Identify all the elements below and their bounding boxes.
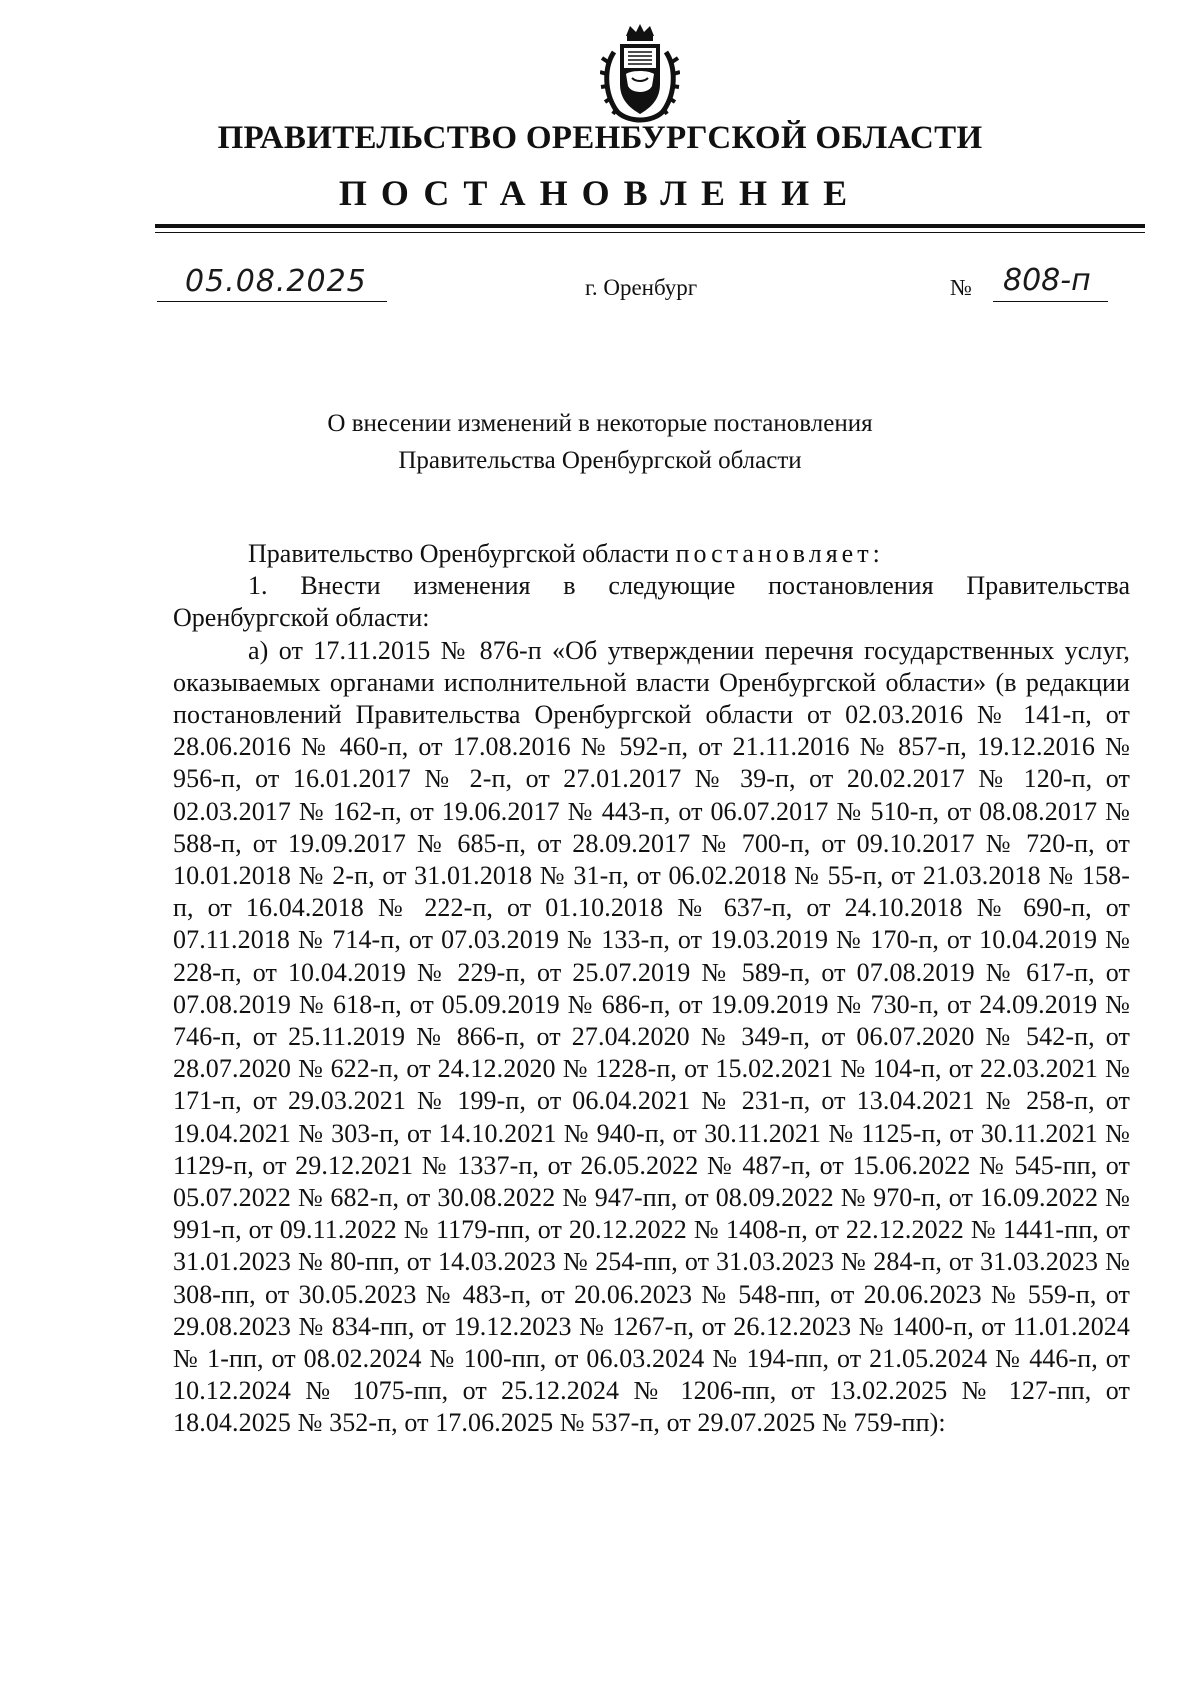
intro-text: Правительство Оренбургской области — [248, 539, 676, 568]
document-subject — [250, 405, 950, 479]
intro-resolves-word: постановляет: — [675, 539, 884, 568]
document-type: ПОСТАНОВЛЕНИЕ — [338, 173, 862, 213]
item-a-paragraph: а) от 17.11.2015 № 876-п «Об утверждении перечня государственных услуг, оказываемых органами исполнительной власти Оренбургской области» (в редакции постановлений Правительства Оренбургской области от 02.03.2016 № 141-п, от 28.06.2016 № 460-п, от 17.08.2016 № 592-п, от 21.11.2016 № 857-п, 19.12.2016 № 956-п, от 16.01.2017 № 2-п, от 27.01.2017 № 39-п, от 20.02.2017 № 120-п, от 02.03.2017 № 162-п, от 19.06.2017 № 443-п, от 06.07.2017 № 510-п, от 08.08.2017 № 588-п, от 19.09.2017 № 685-п, от 28.09.2017 № 700-п, от 09.10.2017 № 720-п, от 10.01.2018 № 2-п, от 31.01.2018 № 31-п, от 06.02.2018 № 55-п, от 21.03.2018 № 158-п, от 16.04.2018 № 222-п, от 01.10.2018 № 637-п, от 24.10.2018 № 690-п, от 07.11.2018 № 714-п, от 07.03.2019 № 133-п, от 19.03.2019 № 170-п, от 10.04.2019 № 228-п, от 10.04.2019 № 229-п, от 25.07.2019 № 589-п, от 07.08.2019 № 617-п, от 07.08.2019 № 618-п, от 05.09.2019 № 686-п, от 19.09.2019 № 730-п, от 24.09.2019 № 746-п, от 25.11.2019 № 866-п, от 27.04.2020 № 349-п, от 06.07.2020 № 542-п, от 28.07.2020 № 622-п, от 24.12.2020 № 1228-п, от 15.02.2021 № 104-п, от 22.03.2021 № 171-п, от 29.03.2021 № 199-п, от 06.04.2021 № 231-п, от 13.04.2021 № 258-п, от 19.04.2021 № 303-п, от 14.10.2021 № 940-п, от 30.11.2021 № 1125-п, от 30.11.2021 № 1129-п, от 29.12.2021 № 1337-п, от 26.05.2022 № 487-п, от 15.06.2022 № 545-пп, от 05.07.2022 № 682-п, от 30.08.2022 № 947-пп, от 08.09.2022 № 970-п, от 16.09.2022 № 991-п, от 09.11.2022 № 1179-пп, от 20.12.2022 № 1408-п, от 22.12.2022 № 1441-пп, от 31.01.2023 № 80-пп, от 14.03.2023 № 254-пп, от 31.03.2023 № 284-п, от 31.03.2023 № 308-пп, от 30.05.2023 № 483-п, от 20.06.2023 № 548-пп, от 20.06.2023 № 559-п, от 29.08.2023 № 834-пп, от 19.12.2023 № 1267-п, от 26.12.2023 № 1400-п, от 11.01.2024 № 1-пп, от 08.02.2024 № 100-пп, от 06.03.2024 № 194-пп, от 21.05.2024 № 446-п, от 10.12.2024 № 1075-пп, от 25.12.2024 № 1206-пп, от 13.02.2025 № 127-пп, от 18.04.2025 № 352-п, от 17.06.2025 № 537-п, от 29.07.2025 № 759-пп): — [173, 635, 1130, 1438]
date-underline — [157, 301, 387, 302]
coat-of-arms-emblem — [600, 22, 680, 124]
document-date: 05.08.2025 — [185, 264, 367, 299]
item-1-paragraph: 1. Внести изменения в следующие постановления Правительства Оренбургской области: — [173, 571, 1130, 633]
header-rule-thick — [155, 224, 1145, 228]
header-rule-thin — [155, 232, 1145, 233]
document-body — [173, 538, 1130, 1440]
subject-line-2: Правительства Оренбургской области — [398, 447, 802, 474]
intro-paragraph — [173, 538, 1130, 570]
subject-line-1: О внесении изменений в некоторые постановления — [327, 410, 873, 437]
document-number: 808-п — [1003, 263, 1091, 298]
number-label: № — [950, 275, 972, 300]
org-title: ПРАВИТЕЛЬСТВО ОРЕНБУРГСКОЙ ОБЛАСТИ — [217, 120, 983, 156]
number-underline — [993, 301, 1108, 302]
document-city: г. Оренбург — [585, 275, 698, 300]
